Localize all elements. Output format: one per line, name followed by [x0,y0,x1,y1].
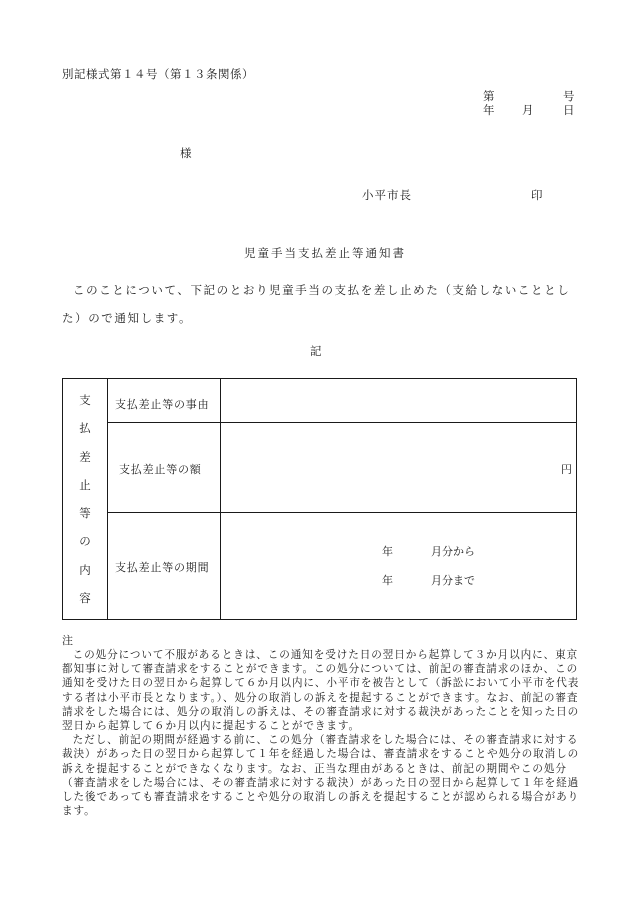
addressee-suffix: 様 [180,146,192,160]
section-label-char: 払 [79,421,91,436]
content-table [62,378,577,620]
row-label-period: 支払差止等の期間 [115,561,210,574]
row-label-amount: 支払差止等の額 [119,463,202,476]
note-paragraph: この処分について不服があるときは、この通知を受けた日の翌日から起算して３か月以内に、東京都知事に対して審査請求をすることができます。この処分については、前記の審査請求のほか、この通知を受けた日の翌日から起算して６か月以内に、小平市を被告として（訴訟において小平市を代表する者は小平市長となります。）、処分の取消しの訴えを提起することができます。なお、前記の審査請求をした場合には、処分の取消しの訴えは、その審査請求に対する裁決があったことを知った日の翌日から起算して６か月以内に提起することができます。 [62,649,580,733]
period-to-month: 月分まで [431,574,475,587]
document-title: 児童手当支払差止等通知書 [244,246,406,260]
period-to-year: 年 [382,574,393,587]
amount-unit: 円 [561,463,572,476]
body-text: このことについて、下記のとおり児童手当の支払を差し止めた（支給しないこととした）ので通知します。 [62,283,571,325]
table-divider-h1 [107,422,576,423]
table-divider-v1 [107,379,108,619]
form-id: 別記様式第１４号（第１３条関係） [62,67,254,81]
row-label-reason: 支払差止等の事由 [115,398,210,411]
section-label-char: 支 [79,393,91,407]
table-divider-v2 [220,379,221,619]
period-from-month: 月分から [431,545,475,558]
ki-heading: 記 [310,344,322,358]
section-label-char: 止 [79,477,91,492]
seal-mark: 印 [531,188,543,202]
doc-number-prefix: 第 [483,89,495,103]
notes-block [62,648,582,818]
section-label-char: 容 [79,590,91,605]
section-label-char: 等 [79,506,91,520]
date-day: 日 [563,103,575,117]
table-divider-h2 [107,512,576,513]
section-label-char: 内 [79,562,91,577]
period-from-year: 年 [382,545,393,558]
issuer-name: 小平市長 [362,188,412,202]
doc-number-suffix: 号 [563,89,575,103]
section-label-char: 差 [79,449,91,464]
date-month: 月 [522,103,534,117]
note-mark: 注 [62,634,73,647]
date-year: 年 [483,103,495,117]
section-label-char: の [79,534,91,549]
note-paragraph: ただし、前記の期間が経過する前に、この処分（審査請求をした場合には、その審査請求に対する裁決）があった日の翌日から起算して１年を経過した場合は、審査請求をすることや処分の取消しの訴えを提起することができなくなります。なお、正当な理由があるときは、前記の期間やこの処分（審査請求をした場合には、その審査請求に対する裁決）があった日の翌日から起算して１年を経過した後であっても審査請求をすることや処分の取消しの訴えを提起することが認められる場合があります。 [62,734,580,818]
section-label-vertical [63,379,107,619]
